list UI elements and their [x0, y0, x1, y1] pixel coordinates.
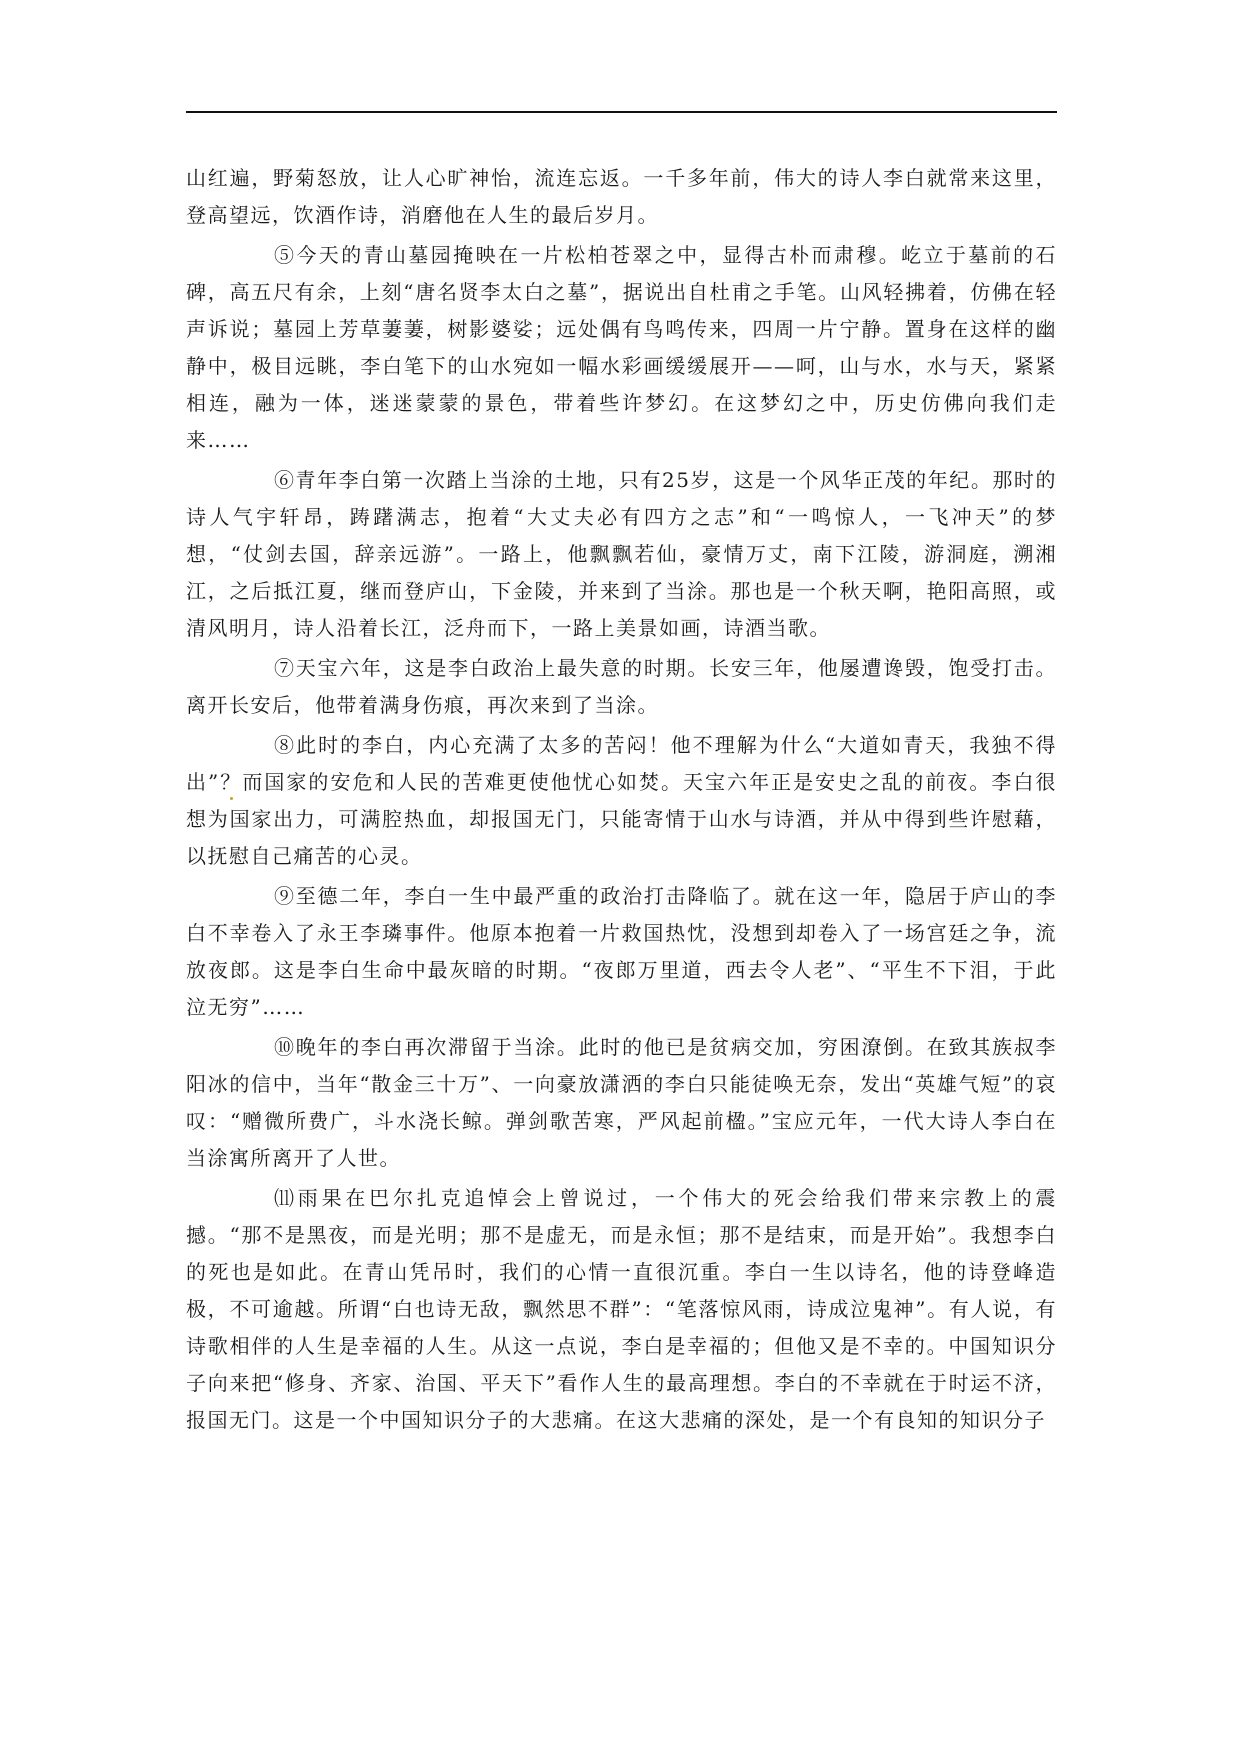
paragraph-7: ⑦天宝六年，这是李白政治上最失意的时期。长安三年，他屡遭谗毁，饱受打击。离开长安后，他带着满身伤痕，再次来到了当涂。 [186, 656, 1057, 717]
article-body [186, 160, 1057, 1442]
paragraph-9: ⑨至德二年，李白一生中最严重的政治打击降临了。就在这一年，隐居于庐山的李白不幸卷入了永王李璘事件。他原本抱着一片救国热忱，没想到却卷入了一场宫廷之争，流放夜郎。这是李白生命中最灰暗的时期。“夜郎万里道，西去令人老”、“平生不下泪，于此泣无穷”…… [186, 884, 1057, 1019]
paragraph-8: ⑧此时的李白，内心充满了太多的苦闷！他不理解为什么“大道如青天，我独不得出”？而国家的安危和人民的苦难更使他忧心如焚。天宝六年正是安史之乱的前夜。李白很想为国家出力，可满腔热血，却报国无门，只能寄情于山水与诗酒，并从中得到些许慰藉，以抚慰自己痛苦的心灵。 [186, 733, 1057, 868]
header-rule [186, 111, 1057, 113]
paragraph-6: ⑥青年李白第一次踏上当涂的土地，只有25岁，这是一个风华正茂的年纪。那时的诗人气宇轩昂，踌躇满志，抱着“大丈夫必有四方之志”和“一鸣惊人，一飞冲天”的梦想，“仗剑去国，辞亲远游”。一路上，他飘飘若仙，豪情万丈，南下江陵，游洞庭，溯湘江，之后抵江夏，继而登庐山，下金陵，并来到了当涂。那也是一个秋天啊，艳阳高照，或清风明月，诗人沿着长江，泛舟而下，一路上美景如画，诗酒当歌。 [186, 468, 1057, 640]
paragraph-10: ⑩晚年的李白再次滞留于当涂。此时的他已是贫病交加，穷困潦倒。在致其族叔李阳冰的信中，当年“散金三十万”、一向豪放潇洒的李白只能徒唤无奈，发出“英雄气短”的哀叹：“赠微所费广，斗水浇长鲸。弹剑歌苦寒，严风起前楹。”宝应元年，一代大诗人李白在当涂寓所离开了人世。 [186, 1035, 1057, 1170]
paragraph-11: ⑾雨果在巴尔扎克追悼会上曾说过，一个伟大的死会给我们带来宗教上的震撼。“那不是黑夜，而是光明；那不是虚无，而是永恒；那不是结束，而是开始”。我想李白的死也是如此。在青山凭吊时，我们的心情一直很沉重。李白一生以诗名，他的诗登峰造极，不可逾越。所谓“白也诗无敌，飘然思不群”：“笔落惊风雨，诗成泣鬼神”。有人说，有诗歌相伴的人生是幸福的人生。从这一点说，李白是幸福的；但他又是不幸的。中国知识分子向来把“修身、齐家、治国、平天下”看作人生的最高理想。李白的不幸就在于时运不济，报国无门。这是一个中国知识分子的大悲痛。在这大悲痛的深处，是一个有良知的知识分子 [186, 1186, 1057, 1432]
paragraph-continuation: 山红遍，野菊怒放，让人心旷神怡，流连忘返。一千多年前，伟大的诗人李白就常来这里，登高望远，饮酒作诗，消磨他在人生的最后岁月。 [186, 166, 1057, 227]
paragraph-5: ⑤今天的青山墓园掩映在一片松柏苍翠之中，显得古朴而肃穆。屹立于墓前的石碑，高五尺有余，上刻“唐名贤李太白之墓”，据说出自杜甫之手笔。山风轻拂着，仿佛在轻声诉说；墓园上芳草萋萋，树影婆娑；远处偶有鸟鸣传来，四周一片宁静。置身在这样的幽静中，极目远眺，李白笔下的山水宛如一幅水彩画缓缓展开——呵，山与水，水与天，紧紧相连，融为一体，迷迷蒙蒙的景色，带着些许梦幻。在这梦幻之中，历史仿佛向我们走来…… [186, 243, 1057, 452]
